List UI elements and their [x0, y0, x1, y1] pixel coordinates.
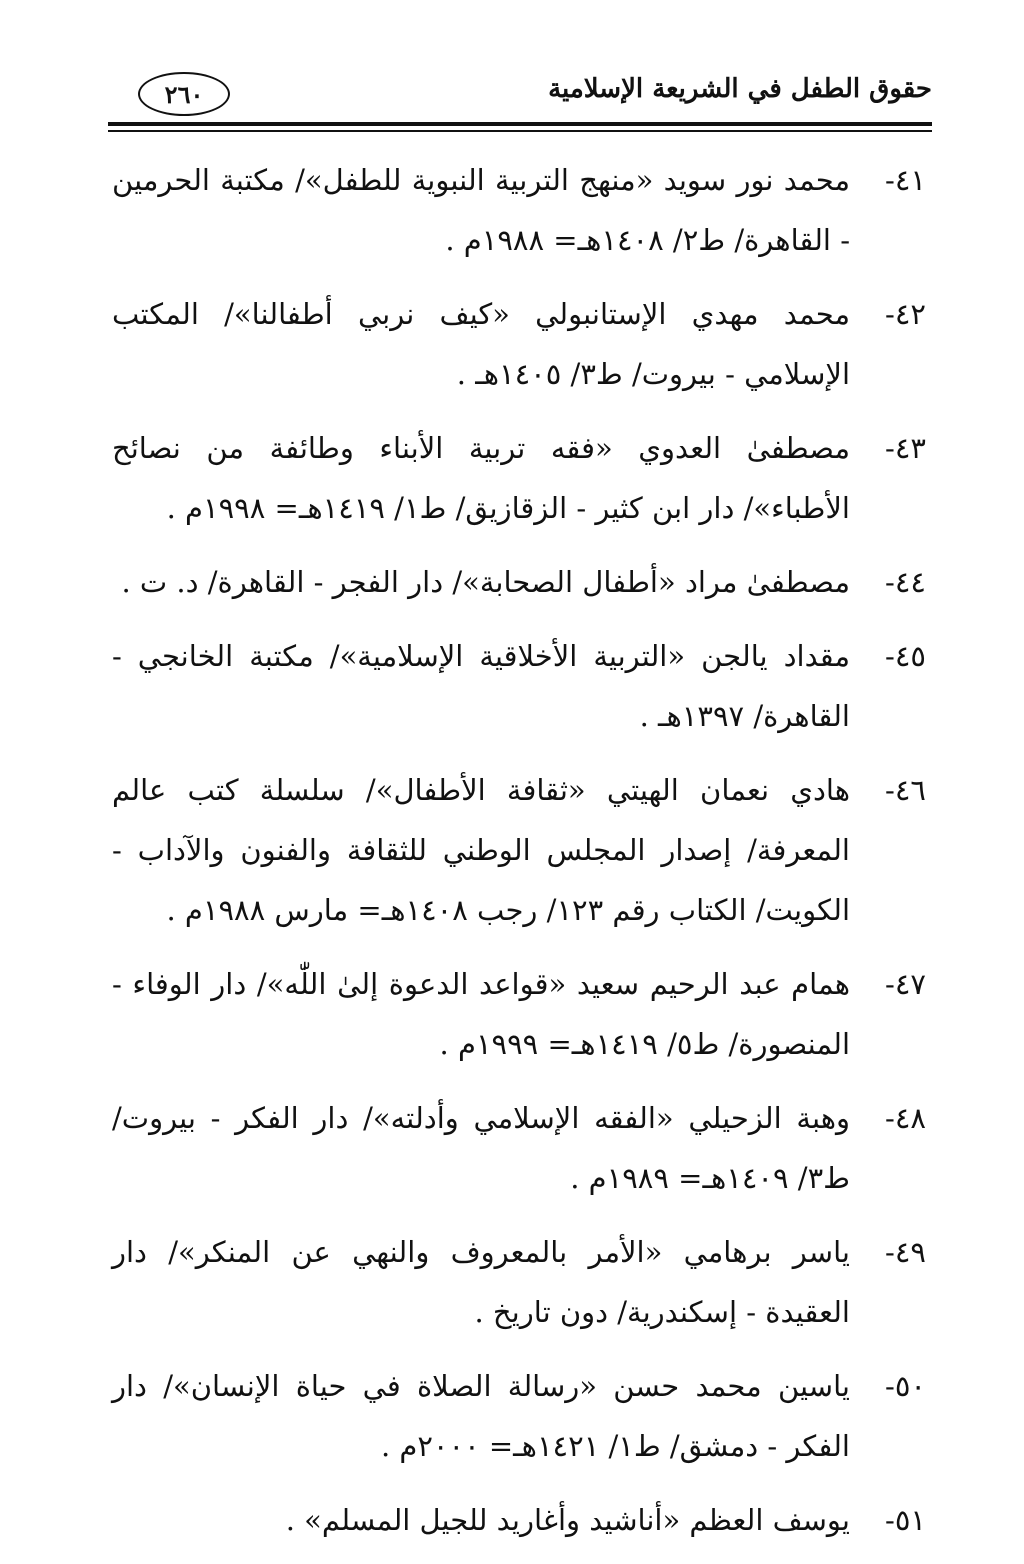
entry-text: ياسين محمد حسن «رسالة الصلاة في حياة الإنسان»/ دار الفكر - دمشق/ ط١/ ١٤٢١هـ= ٢٠٠٠م .	[112, 1369, 850, 1463]
bibliography-entry	[112, 284, 926, 404]
entry-number: ٤١-	[885, 163, 926, 197]
entry-number: ٥٠-	[885, 1369, 926, 1403]
bibliography-entry	[112, 150, 926, 270]
entry-number: ٤٢-	[885, 297, 926, 331]
entry-number: ٤٥-	[885, 639, 926, 673]
bibliography-entry	[112, 626, 926, 746]
header-rule-thick	[108, 122, 932, 126]
entry-text: محمد نور سويد «منهج التربية النبوية للطفل»/ مكتبة الحرمين - القاهرة/ ط٢/ ١٤٠٨هـ= ١٩٨٨م .	[112, 163, 850, 257]
bibliography-entry	[112, 760, 926, 940]
bibliography-entry	[112, 1088, 926, 1208]
entry-number: ٤٩-	[885, 1235, 926, 1269]
entry-text: محمد مهدي الإستانبولي «كيف نربي أطفالنا»/ المكتب الإسلامي - بيروت/ ط٣/ ١٤٠٥هـ .	[112, 297, 850, 391]
bibliography-entry	[112, 954, 926, 1074]
bibliography-entry	[112, 552, 926, 612]
entry-number: ٤٣-	[885, 431, 926, 465]
entry-text: وهبة الزحيلي «الفقه الإسلامي وأدلته»/ دار الفكر - بيروت/ ط٣/ ١٤٠٩هـ= ١٩٨٩م .	[112, 1101, 850, 1195]
bibliography-list	[112, 150, 926, 1564]
entry-number: ٤٦-	[885, 773, 926, 807]
entry-number: ٤٨-	[885, 1101, 926, 1135]
bibliography-entry	[112, 1222, 926, 1342]
header-rule-thin	[108, 130, 932, 132]
entry-text: ياسر برهامي «الأمر بالمعروف والنهي عن المنكر»/ دار العقيدة - إسكندرية/ دون تاريخ .	[112, 1235, 850, 1329]
entry-number: ٤٧-	[885, 967, 926, 1001]
entry-text: مصطفىٰ العدوي «فقه تربية الأبناء وطائفة من نصائح الأطباء»/ دار ابن كثير - الزقازيق/ ط١/ ١٤١٩هـ= ١٩٩٨م .	[112, 431, 850, 525]
bibliography-entry	[112, 1490, 926, 1550]
entry-text: هادي نعمان الهيتي «ثقافة الأطفال»/ سلسلة كتب عالم المعرفة/ إصدار المجلس الوطني للثقافة والفنون والآداب - الكويت/ الكتاب رقم ١٢٣/ رجب ١٤٠٨هـ= مارس ١٩٨٨م .	[112, 773, 850, 927]
entry-number: ٥١-	[885, 1503, 926, 1537]
page-number-badge	[138, 72, 230, 116]
bibliography-entry	[112, 1356, 926, 1476]
entry-text: همام عبد الرحيم سعيد «قواعد الدعوة إلىٰ اللّٰه»/ دار الوفاء - المنصورة/ ط٥/ ١٤١٩هـ= ١٩٩٩م .	[112, 967, 850, 1061]
page-number: ٢٦٠	[164, 79, 204, 109]
entry-text: مقداد يالجن «التربية الأخلاقية الإسلامية»/ مكتبة الخانجي - القاهرة/ ١٣٩٧هـ .	[112, 639, 850, 733]
page-header	[108, 62, 932, 122]
entry-number: ٤٤-	[885, 565, 926, 599]
bibliography-entry	[112, 418, 926, 538]
entry-text: مصطفىٰ مراد «أطفال الصحابة»/ دار الفجر - القاهرة/ د. ت .	[121, 565, 850, 599]
book-title: حقوق الطفل في الشريعة الإسلامية	[548, 74, 932, 104]
entry-text: يوسف العظم «أناشيد وأغاريد للجيل المسلم» .	[285, 1503, 850, 1537]
